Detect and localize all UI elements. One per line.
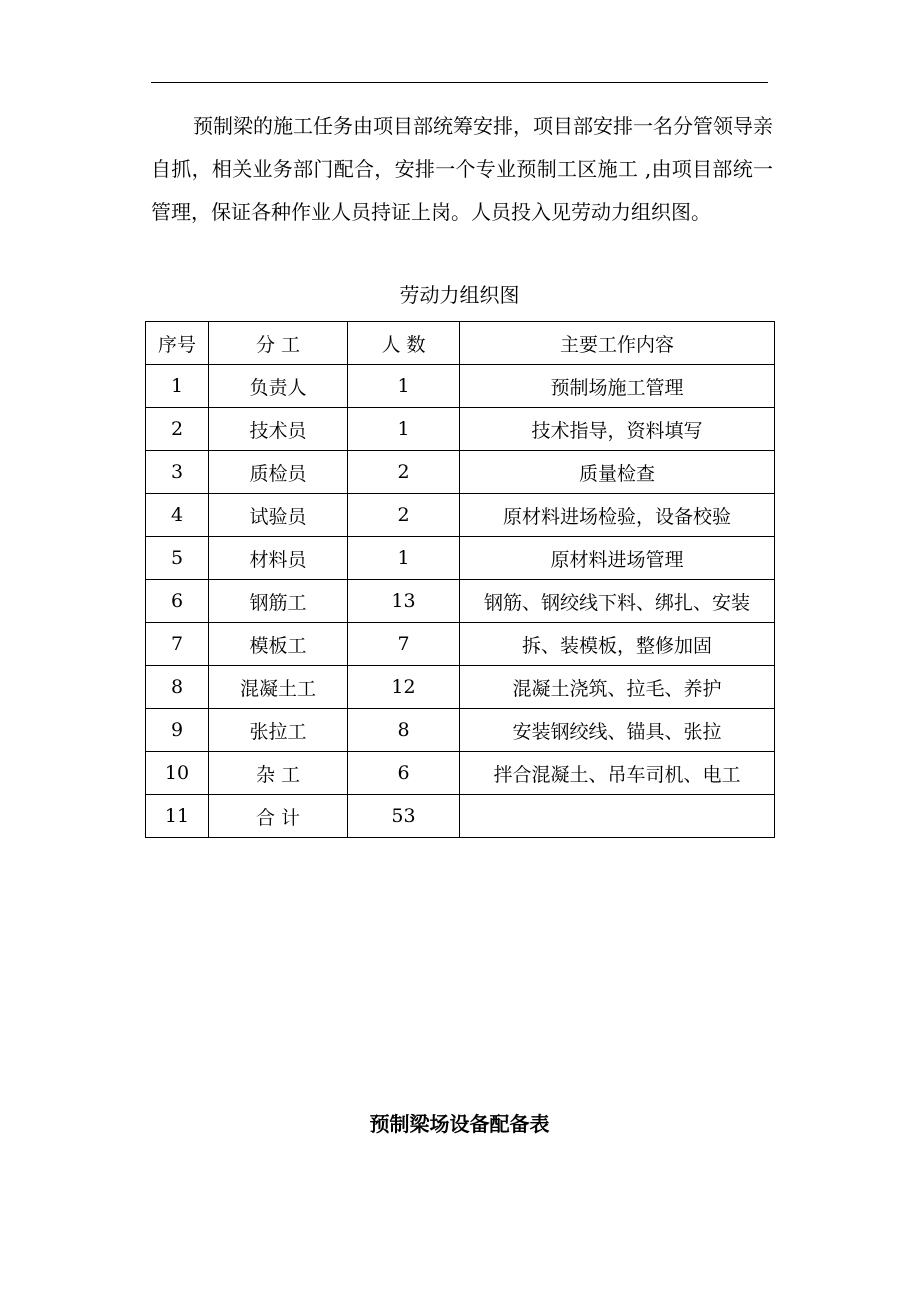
cell-count: 2: [348, 451, 460, 494]
cell-task: 原材料进场管理: [460, 537, 775, 580]
header-task: 主要工作内容: [460, 322, 775, 365]
table-row-total: [146, 795, 775, 838]
cell-role: 混凝土工: [209, 666, 348, 709]
table-row: [146, 408, 775, 451]
cell-role: 材料员: [209, 537, 348, 580]
equipment-section-title: 预制梁场设备配备表: [369, 1112, 550, 1136]
cell-role: 负责人: [209, 365, 348, 408]
cell-count: 7: [348, 623, 460, 666]
cell-no: 2: [146, 408, 209, 451]
cell-task: 混凝土浇筑、拉毛、养护: [460, 666, 775, 709]
table-row: [146, 666, 775, 709]
cell-no: 11: [146, 795, 209, 838]
cell-task: 拆、装模板，整修加固: [460, 623, 775, 666]
cell-no: 6: [146, 580, 209, 623]
cell-task: 拌合混凝土、吊车司机、电工: [460, 752, 775, 795]
cell-count: 1: [348, 537, 460, 580]
table-row: [146, 365, 775, 408]
cell-count: 13: [348, 580, 460, 623]
cell-role: 技术员: [209, 408, 348, 451]
header-rule: [151, 82, 768, 83]
table-row: [146, 451, 775, 494]
cell-role: 模板工: [209, 623, 348, 666]
table-row: [146, 709, 775, 752]
table-row: [146, 623, 775, 666]
cell-task: 质量检查: [460, 451, 775, 494]
labor-table-caption: 劳动力组织图: [399, 283, 520, 307]
cell-task: [460, 795, 775, 838]
header-no: 序号: [146, 322, 209, 365]
cell-role: 张拉工: [209, 709, 348, 752]
cell-count: 1: [348, 365, 460, 408]
cell-role: 合 计: [209, 795, 348, 838]
cell-count: 8: [348, 709, 460, 752]
cell-no: 5: [146, 537, 209, 580]
cell-role: 钢筋工: [209, 580, 348, 623]
labor-table: [145, 321, 775, 838]
cell-no: 7: [146, 623, 209, 666]
cell-count: 6: [348, 752, 460, 795]
cell-no: 3: [146, 451, 209, 494]
table-row: [146, 752, 775, 795]
cell-no: 4: [146, 494, 209, 537]
cell-count: 1: [348, 408, 460, 451]
cell-count: 53: [348, 795, 460, 838]
header-role: 分 工: [209, 322, 348, 365]
table-header-row: [146, 322, 775, 365]
cell-task: 预制场施工管理: [460, 365, 775, 408]
table-row: [146, 537, 775, 580]
cell-no: 8: [146, 666, 209, 709]
cell-task: 钢筋、钢绞线下料、绑扎、安装: [460, 580, 775, 623]
intro-paragraph: 预制梁的施工任务由项目部统筹安排，项目部安排一名分管领导亲自抓，相关业务部门配合，安排一个专业预制工区施工 ,由项目部统一管理，保证各种作业人员持证上岗。人员投入见劳动力组织图。: [151, 114, 773, 224]
cell-role: 试验员: [209, 494, 348, 537]
cell-count: 2: [348, 494, 460, 537]
cell-task: 技术指导，资料填写: [460, 408, 775, 451]
header-count: 人 数: [348, 322, 460, 365]
cell-role: 杂 工: [209, 752, 348, 795]
cell-no: 1: [146, 365, 209, 408]
table-row: [146, 494, 775, 537]
table-row: [146, 580, 775, 623]
cell-task: 安装钢绞线、锚具、张拉: [460, 709, 775, 752]
cell-count: 12: [348, 666, 460, 709]
cell-task: 原材料进场检验，设备校验: [460, 494, 775, 537]
cell-no: 9: [146, 709, 209, 752]
cell-role: 质检员: [209, 451, 348, 494]
cell-no: 10: [146, 752, 209, 795]
